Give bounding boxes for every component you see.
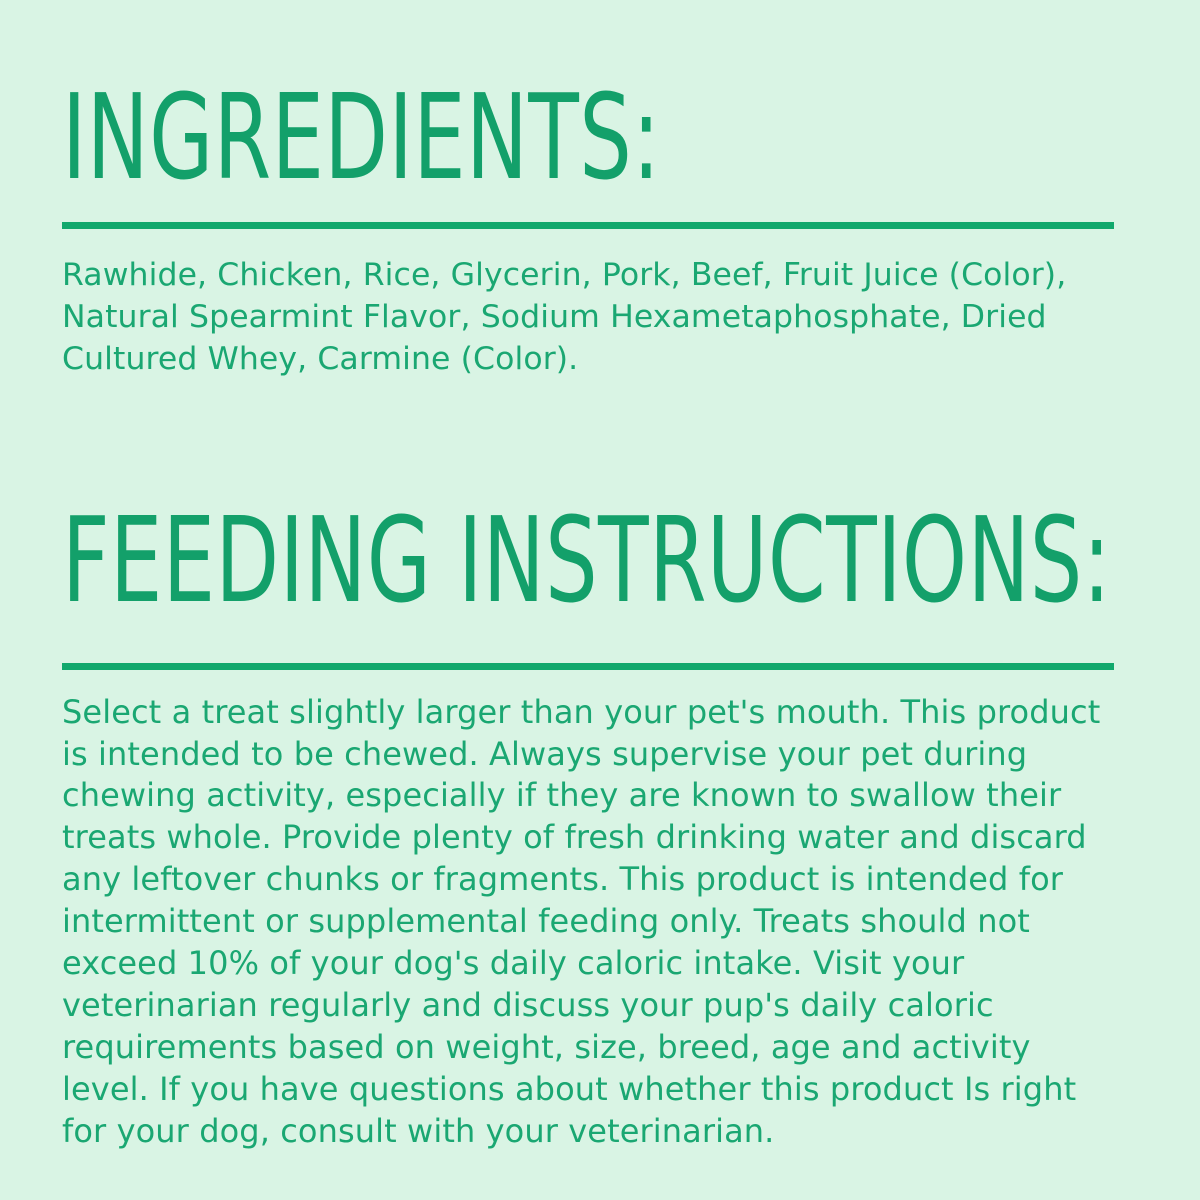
- feeding-instructions-section: [62, 490, 1138, 1153]
- feeding-instructions-divider: [62, 663, 1114, 670]
- feeding-instructions-text: Select a treat slightly larger than your pet's mouth. This product is intended to be chewed. Always supervise your pet during chewing activity, especially if they are known to swallow their treats whole. Provide plenty of fresh drinking water and discard any leftover chunks or fragments. This product is intended for intermittent or supplemental feeding only. Treats should not exceed 10% of your dog's daily caloric intake. Visit your veterinarian regularly and discuss your pup's daily caloric requirements based on weight, size, breed, age and activity level. If you have questions about whether this product Is right for your dog, consult with your veterinarian.: [62, 692, 1101, 1150]
- ingredients-heading: INGREDIENTS:: [62, 68, 661, 206]
- ingredients-text: Rawhide, Chicken, Rice, Glycerin, Pork, Beef, Fruit Juice (Color), Natural Spearmint Flavor, Sodium Hexametaphosphate, Dried Cultured Whey, Carmine (Color).: [62, 257, 1067, 377]
- feeding-instructions-heading: FEEDING INSTRUCTIONS:: [62, 490, 1112, 629]
- ingredients-section: [62, 68, 1138, 381]
- ingredients-divider: [62, 222, 1114, 229]
